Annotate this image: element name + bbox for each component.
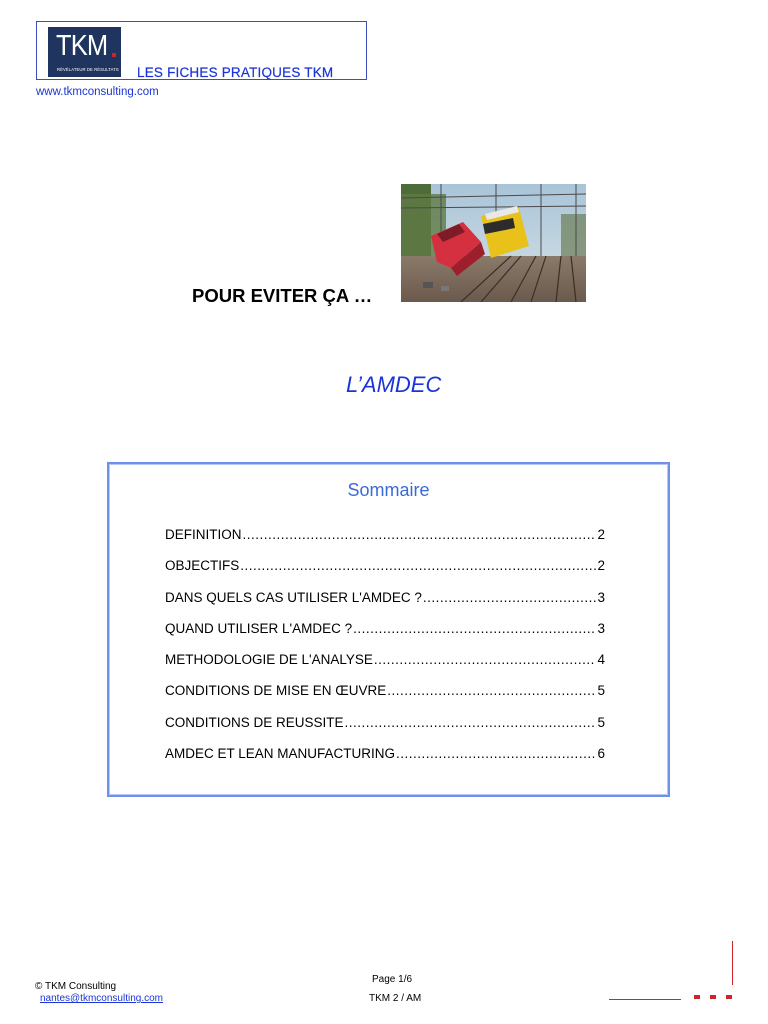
toc-entry-page: 4 <box>597 652 605 668</box>
toc-entry-label: METHODOLOGIE DE L'ANALYSE <box>165 652 373 668</box>
footer-copyright: © TKM Consulting <box>35 981 117 992</box>
brand-red-vertical-line <box>732 941 733 985</box>
toc-entry-label: QUAND UTILISER L'AMDEC ? <box>165 620 353 636</box>
toc-leader-dots <box>345 715 597 730</box>
toc-entry-label: DANS QUELS CAS UTILISER L'AMDEC ? <box>165 589 422 605</box>
toc-leader-dots <box>353 621 596 636</box>
train-crash-photo <box>401 184 586 302</box>
brand-red-square <box>710 995 716 999</box>
toc-entry[interactable] <box>165 527 605 558</box>
toc-entry-label: CONDITIONS DE MISE EN ŒUVRE <box>165 683 387 699</box>
brand-red-square <box>726 995 732 999</box>
table-of-contents <box>107 462 670 797</box>
toc-entry-label: AMDEC ET LEAN MANUFACTURING <box>165 746 396 762</box>
brand-red-square <box>694 995 700 999</box>
toc-leader-dots <box>243 527 597 542</box>
toc-entry-page: 2 <box>597 558 605 574</box>
toc-entry[interactable] <box>165 715 605 746</box>
toc-entry-page: 3 <box>597 589 605 605</box>
toc-entry-page: 2 <box>597 527 605 542</box>
toc-leader-dots <box>396 746 596 761</box>
header-box <box>36 21 367 80</box>
toc-leader-dots <box>240 558 596 573</box>
toc-entry[interactable] <box>165 621 605 652</box>
footer-reference: TKM 2 / AM <box>369 993 422 1004</box>
footer-email-link[interactable]: nantes@tkmconsulting.com <box>40 993 163 1004</box>
logo-tagline: RÉVÉLATEUR DE RÉSULTATS <box>57 67 119 72</box>
document-title: L’AMDEC <box>346 372 442 397</box>
toc-entry-page: 5 <box>597 714 605 730</box>
toc-heading: Sommaire <box>347 480 430 500</box>
toc-leader-dots <box>387 683 596 698</box>
toc-entry[interactable] <box>165 558 605 589</box>
tagline: POUR EVITER ÇA … <box>192 285 373 306</box>
toc-leader-dots <box>374 652 597 667</box>
toc-entry-label: CONDITIONS DE REUSSITE <box>165 714 344 730</box>
header-title: LES FICHES PRATIQUES TKM <box>137 65 334 80</box>
toc-entry[interactable] <box>165 652 605 683</box>
toc-entry[interactable] <box>165 746 605 777</box>
footer-page-number: Page 1/6 <box>372 974 413 985</box>
brand-red-horizontal-line <box>609 999 681 1000</box>
toc-leader-dots <box>423 590 597 605</box>
toc-entry-label: DEFINITION <box>165 527 242 542</box>
toc-entry-page: 5 <box>597 683 605 699</box>
toc-entry-page: 3 <box>597 620 605 636</box>
toc-entry-page: 6 <box>597 746 605 762</box>
website-link[interactable]: www.tkmconsulting.com <box>36 86 159 98</box>
tkm-logo <box>48 27 121 77</box>
toc-entry[interactable] <box>165 683 605 714</box>
toc-list <box>165 527 605 777</box>
toc-entry-label: OBJECTIFS <box>165 558 240 574</box>
logo-dot <box>112 53 116 57</box>
toc-entry[interactable] <box>165 590 605 621</box>
logo-text: TKM <box>56 30 108 62</box>
